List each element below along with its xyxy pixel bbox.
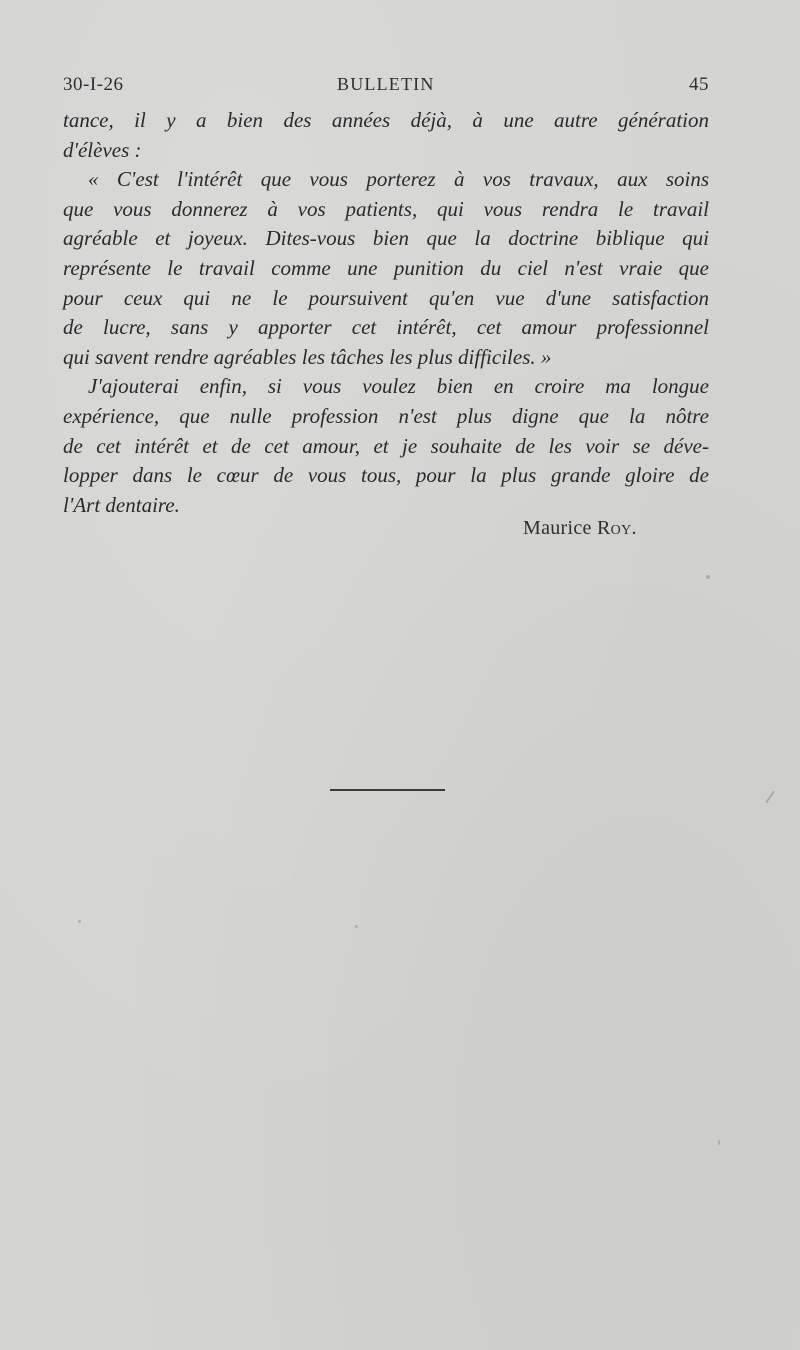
- text-line: de cet intérêt et de cet amour, et je souhaite de les voir se déve-: [63, 433, 709, 458]
- text-line: expérience, que nulle profession n'est plus digne que la nôtre: [63, 403, 709, 428]
- end-rule: [330, 789, 445, 791]
- page-number: 45: [689, 74, 709, 95]
- header-date: 30-I-26: [63, 74, 124, 95]
- text-line: lopper dans le cœur de vous tous, pour la plus grande gloire de: [63, 463, 709, 488]
- paper-speck: [765, 791, 775, 804]
- paper-speck: [355, 925, 358, 928]
- text-line: J'ajouterai enfin, si vous voulez bien en croire ma longue: [88, 374, 709, 399]
- text-line: tance, il y a bien des années déjà, à une autre génération: [63, 108, 709, 132]
- text-line: « C'est l'intérêt que vous porterez à vos travaux, aux soins: [88, 167, 709, 192]
- text-line: que vous donnerez à vos patients, qui vous rendra le travail: [63, 196, 709, 221]
- paper-speck: [78, 920, 81, 923]
- body-text: [63, 106, 709, 520]
- header-title: BULLETIN: [337, 74, 435, 94]
- signature-first-name: Maurice: [523, 517, 592, 539]
- text-line: pour ceux qui ne le poursuivent qu'en vue d'une satisfaction: [63, 285, 709, 310]
- text-line: de lucre, sans y apporter cet intérêt, cet amour professionnel: [63, 315, 709, 340]
- text-line: qui savent rendre agréables les tâches les plus difficiles. »: [63, 344, 552, 369]
- paper-speck: [718, 1140, 720, 1145]
- text-line: l'Art dentaire.: [63, 492, 180, 517]
- running-head: [63, 74, 709, 102]
- signature: [523, 517, 637, 540]
- paper-speck: [706, 575, 710, 579]
- text-line: d'élèves :: [63, 137, 142, 162]
- text-line: représente le travail comme une punition du ciel n'est vraie que: [63, 255, 709, 280]
- text-line: agréable et joyeux. Dites-vous bien que la doctrine biblique qui: [63, 226, 709, 251]
- signature-last-name: Roy.: [597, 517, 637, 539]
